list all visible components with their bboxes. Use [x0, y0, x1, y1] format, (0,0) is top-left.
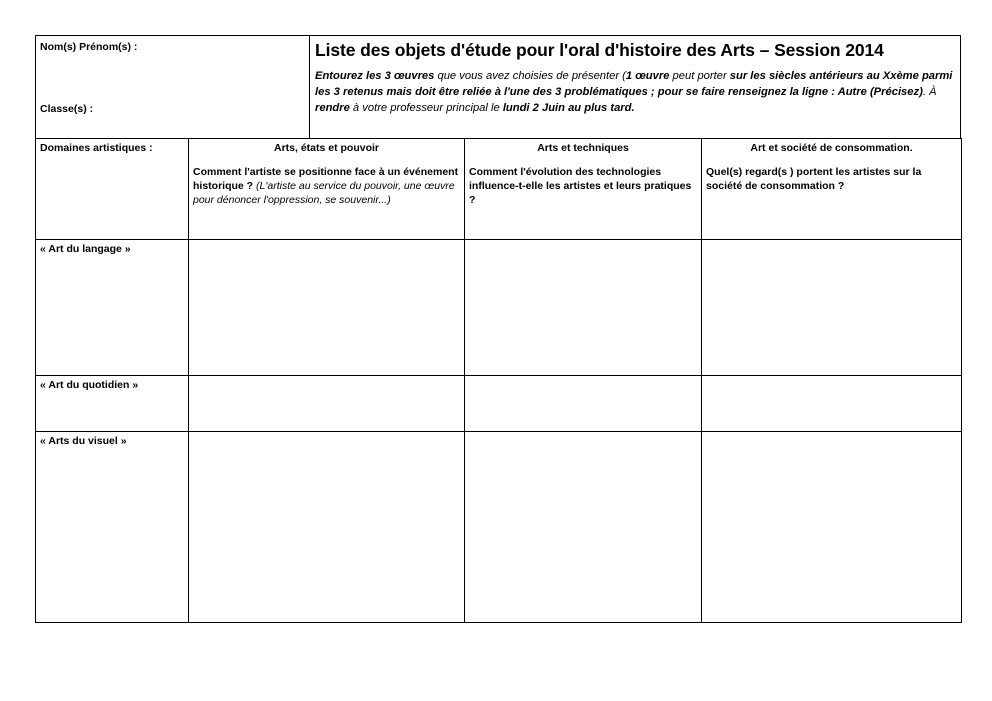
worksheet: [35, 35, 961, 623]
question-text: Comment l'artiste se positionne face à un événement historique ?: [193, 166, 459, 192]
answer-cell[interactable]: [702, 432, 962, 623]
row-label: « Art du quotidien »: [40, 379, 139, 391]
table-header-row: [36, 139, 962, 240]
question-text: Quel(s) regard(s ) portent les artistes sur la société de consommation ?: [706, 166, 922, 192]
answer-cell[interactable]: [189, 240, 465, 376]
column-question: [469, 165, 697, 207]
column-header-cell: [465, 139, 702, 240]
instructions: [315, 68, 956, 116]
header-block: [35, 35, 961, 139]
student-info-cell: [36, 36, 310, 138]
objects-table: [35, 138, 962, 623]
row-label-cell: [36, 240, 189, 376]
instruction-part: lundi 2 Juin au plus tard.: [502, 102, 635, 114]
answer-cell[interactable]: [465, 432, 702, 623]
corner-cell: [36, 139, 189, 240]
name-label: Nom(s) Prénom(s) :: [40, 41, 138, 53]
row-label: « Art du langage »: [40, 243, 131, 255]
instruction-part: 1 œuvre: [625, 70, 670, 82]
answer-cell[interactable]: [189, 432, 465, 623]
column-header-cell: [189, 139, 465, 240]
table-row: [36, 376, 962, 432]
table-row: [36, 240, 962, 376]
instruction-part: rendre: [315, 102, 350, 114]
instruction-part: peut porter: [669, 70, 730, 82]
column-title: Art et société de consommation.: [750, 142, 913, 154]
answer-cell[interactable]: [465, 376, 702, 432]
answer-cell[interactable]: [465, 240, 702, 376]
row-label-cell: [36, 432, 189, 623]
column-title: Arts et techniques: [537, 142, 629, 154]
column-question: [706, 165, 957, 193]
answer-cell[interactable]: [702, 376, 962, 432]
column-title: Arts, états et pouvoir: [273, 142, 380, 154]
document-title: Liste des objets d'étude pour l'oral d'histoire des Arts – Session 2014: [315, 40, 884, 60]
instruction-part: à votre professeur principal le: [349, 102, 503, 114]
title-cell: [310, 36, 960, 138]
instruction-part: que vous avez choisies de présenter (: [434, 70, 626, 82]
domains-label: Domaines artistiques :: [40, 142, 153, 154]
row-label: « Arts du visuel »: [40, 435, 127, 447]
question-aside: (L'artiste au service du pouvoir, une œuvre pour dénoncer l'oppression, se souvenir...): [193, 180, 455, 206]
answer-cell[interactable]: [702, 240, 962, 376]
row-label-cell: [36, 376, 189, 432]
table-row: [36, 432, 962, 623]
instruction-part: Entourez les 3 œuvres: [315, 70, 435, 82]
class-label: Classe(s) :: [40, 103, 94, 115]
instruction-part: . À: [922, 86, 937, 98]
answer-cell[interactable]: [189, 376, 465, 432]
column-question: [193, 165, 460, 207]
column-header-cell: [702, 139, 962, 240]
question-text: Comment l'évolution des technologies influence-t-elle les artistes et leurs pratiques ?: [469, 166, 692, 206]
instruction-part: sur les siècles antérieurs au Xxème parmi les 3 retenus mais doit être reliée à l'une des 3 problématiques ; pour se faire renseignez la ligne : Autre (Précisez): [315, 70, 953, 98]
